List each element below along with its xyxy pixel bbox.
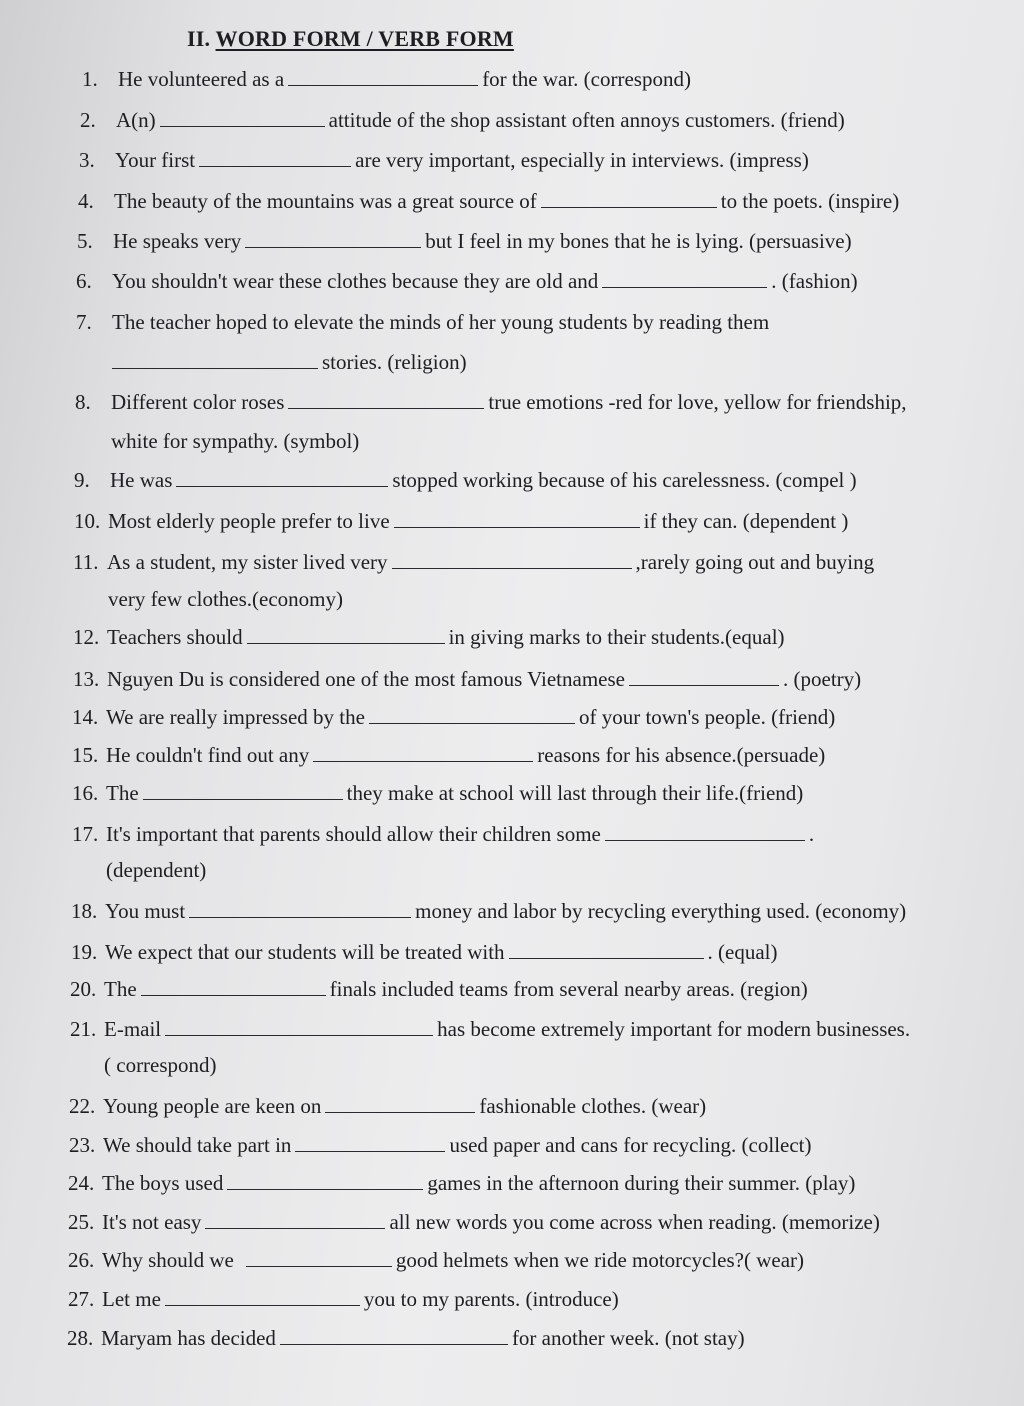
question-5: 5. He speaks very but I feel in my bones that he is lying. (persuasive) (77, 229, 852, 253)
question-16: 16. The they make at school will last through their life.(friend) (72, 781, 804, 805)
answer-blank[interactable] (176, 470, 388, 487)
question-24: 24. The boys used games in the afternoon during their summer. (play) (68, 1171, 856, 1195)
answer-blank[interactable] (509, 942, 704, 959)
section-title (187, 26, 514, 52)
question-10: 10. Most elderly people prefer to live if they can. (dependent ) (74, 509, 849, 533)
answer-blank[interactable] (112, 352, 318, 369)
question-11: 11. As a student, my sister lived very ,rarely going out and buying (73, 550, 875, 574)
question-23: 23. We should take part in used paper and cans for recycling. (collect) (69, 1133, 812, 1157)
answer-blank[interactable] (325, 1096, 475, 1113)
answer-blank[interactable] (245, 231, 421, 248)
question-28: 28. Maryam has decided for another week. (not stay) (67, 1326, 745, 1350)
answer-blank[interactable] (227, 1173, 423, 1190)
question-17: 17. It's important that parents should allow their children some . (72, 822, 815, 846)
answer-blank[interactable] (369, 707, 575, 724)
question-6: 6. You shouldn't wear these clothes because they are old and . (fashion) (76, 269, 858, 293)
question-9: 9. He was stopped working because of his carelessness. (compel ) (74, 468, 857, 492)
answer-blank[interactable] (541, 191, 717, 208)
question-7-continued: stories. (religion) (112, 349, 467, 375)
answer-blank[interactable] (160, 110, 325, 127)
answer-blank[interactable] (199, 150, 351, 167)
answer-blank[interactable] (605, 824, 805, 841)
question-20: 20. The finals included teams from several nearby areas. (region) (70, 977, 808, 1001)
answer-blank[interactable] (629, 669, 779, 686)
question-19: 19. We expect that our students will be treated with . (equal) (71, 940, 778, 964)
question-2: 2. A(n) attitude of the shop assistant often annoys customers. (friend) (80, 108, 845, 132)
answer-blank[interactable] (602, 271, 767, 288)
section-heading: WORD FORM / VERB FORM (215, 26, 514, 51)
answer-blank[interactable] (247, 627, 445, 644)
question-7: 7. The teacher hoped to elevate the minds of her young students by reading them (76, 310, 770, 334)
question-17-continued: (dependent) (106, 858, 207, 882)
answer-blank[interactable] (189, 901, 411, 918)
question-21: 21. E-mail has become extremely important for modern businesses. (70, 1017, 911, 1041)
question-14: 14. We are really impressed by the of your town's people. (friend) (72, 705, 836, 729)
answer-blank[interactable] (143, 783, 343, 800)
answer-blank[interactable] (288, 392, 484, 409)
question-27: 27. Let me you to my parents. (introduce) (68, 1287, 619, 1311)
question-12: 12. Teachers should in giving marks to their students.(equal) (73, 625, 785, 649)
answer-blank[interactable] (165, 1019, 433, 1036)
answer-blank[interactable] (205, 1212, 385, 1229)
question-26: 26. Why should we good helmets when we ride motorcycles?( wear) (68, 1248, 805, 1272)
question-15: 15. He couldn't find out any reasons for his absence.(persuade) (72, 743, 826, 767)
question-1: 1. He volunteered as a for the war. (correspond) (82, 67, 691, 91)
answer-blank[interactable] (313, 745, 533, 762)
answer-blank[interactable] (394, 511, 640, 528)
question-18: 18. You must money and labor by recycling everything used. (economy) (71, 899, 907, 923)
question-8-continued: white for sympathy. (symbol) (111, 429, 360, 453)
question-4: 4. The beauty of the mountains was a great source of to the poets. (inspire) (78, 189, 900, 213)
answer-blank[interactable] (288, 69, 478, 86)
answer-blank[interactable] (280, 1328, 508, 1345)
question-3: 3. Your first are very important, especially in interviews. (impress) (79, 148, 809, 172)
question-22: 22. Young people are keen on fashionable clothes. (wear) (69, 1094, 707, 1118)
question-13: 13. Nguyen Du is considered one of the most famous Vietnamese . (poetry) (73, 667, 862, 691)
answer-blank[interactable] (295, 1135, 445, 1152)
answer-blank[interactable] (392, 552, 632, 569)
answer-blank[interactable] (165, 1289, 360, 1306)
section-roman: II. (187, 26, 211, 51)
answer-blank[interactable] (141, 979, 326, 996)
question-25: 25. It's not easy all new words you come across when reading. (memorize) (68, 1210, 880, 1234)
question-21-continued: ( correspond) (104, 1053, 217, 1077)
answer-blank[interactable] (246, 1250, 392, 1267)
question-8: 8. Different color roses true emotions -red for love, yellow for friendship, (75, 390, 907, 414)
question-11-continued: very few clothes.(economy) (108, 587, 343, 611)
